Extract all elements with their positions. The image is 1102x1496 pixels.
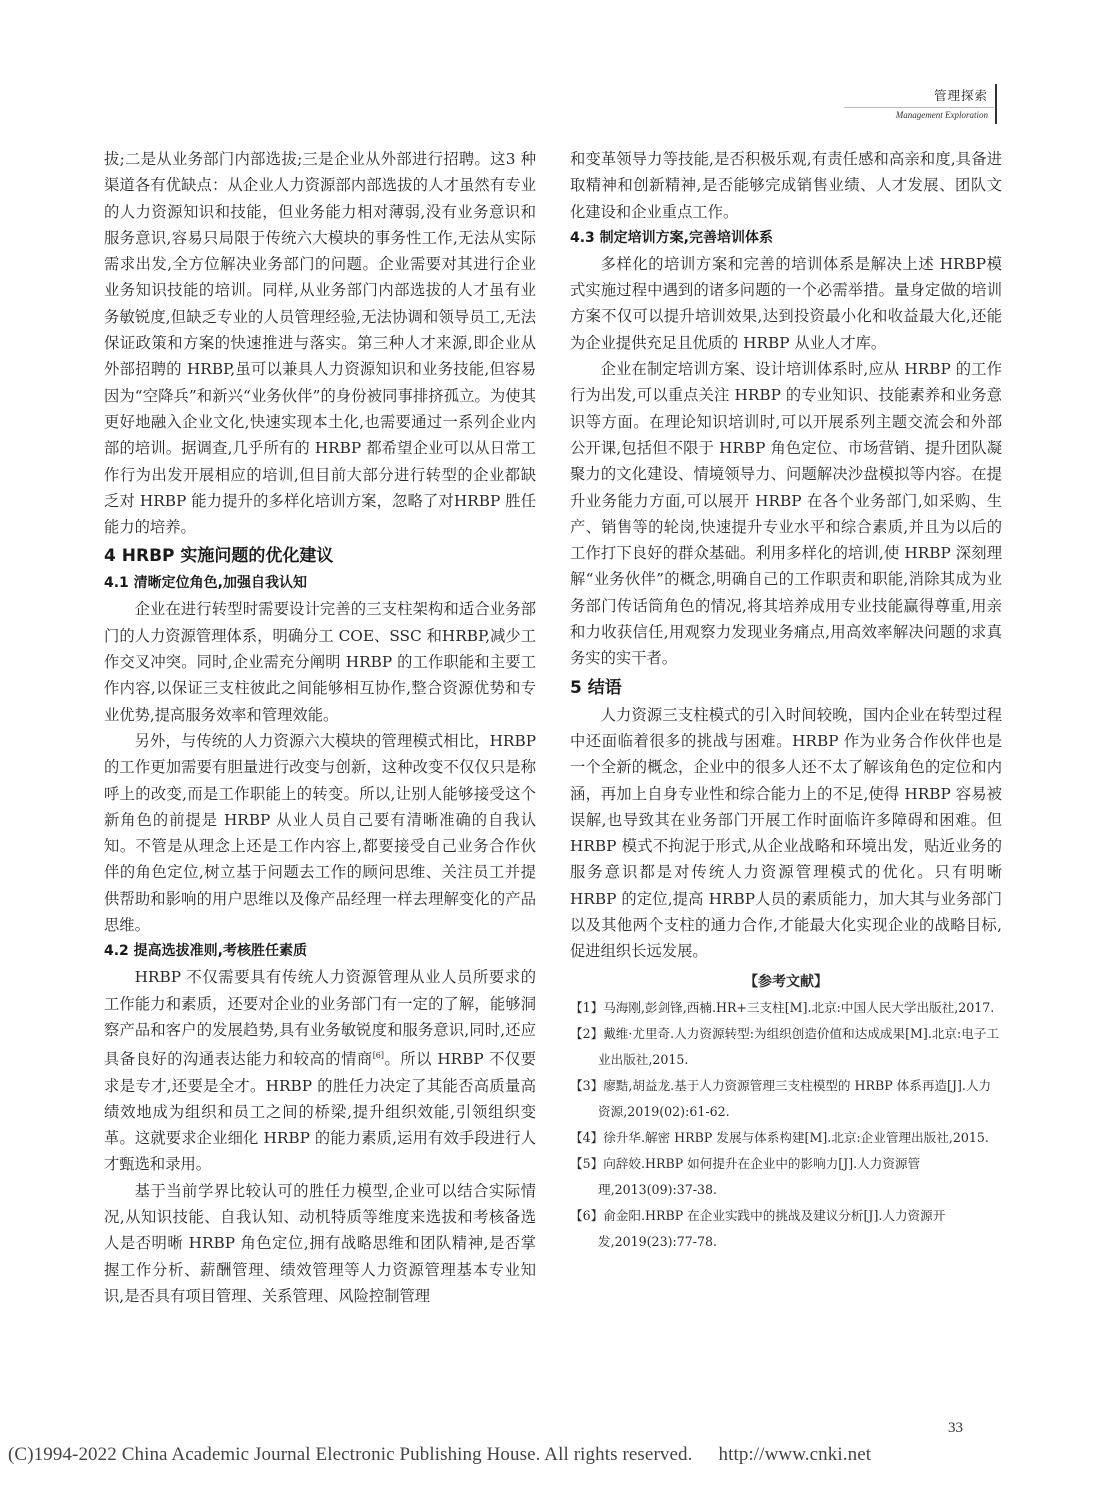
reference-item: 【6】俞金阳.HRBP 在企业实践中的挑战及建议分析[J].人力资源开发,2019(23):77-78. — [570, 1207, 946, 1249]
journal-title-cn: 管理探索 — [933, 88, 988, 103]
subsection-heading: 4.2 提高选拔准则,考核胜任素质 — [104, 943, 307, 960]
header-divider — [844, 107, 994, 108]
paragraph — [104, 964, 536, 1177]
footer-url-link[interactable]: http://www.cnki.net — [718, 1444, 872, 1465]
reference-item: 【1】马海刚,彭剑锋,西楠.HR+三支柱[M].北京:中国人民大学出版社,2017. — [570, 999, 995, 1015]
reference-item: 【2】戴维·尤里奇.人力资源转型:为组织创造价值和达成成果[M].北京:电子工业出版社,2015. — [570, 1025, 1000, 1067]
paragraph: 企业在进行转型时需要设计完善的三支柱架构和适合业务部门的人力资源管理体系，明确分工 COE、SSC 和HRBP,减少工作交叉冲突。同时,企业需充分阐明 HRBP 的工作职能和主要工作内容,以保证三支柱彼此之间能够相互协作,整合资源优势和专业优势,提高服务效率和管理效能。 — [104, 600, 536, 724]
paragraph: 人力资源三支柱模式的引入时间较晚，国内企业在转型过程中还面临着很多的挑战与困难。HRBP 作为业务合作伙伴也是一个全新的概念，企业中的很多人还不太了解该角色的定位和内涵，再加上自身专业性和综合能力上的不足,使得 HRBP 容易被误解,也导致其在业务部门开展工作时面临许多障碍和困难。但 HRBP 模式不拘泥于形式,从企业战略和环境出发，贴近业务的服务意识都是对传统人力资源管理模式的优化。只有明晰 HRBP 的定位,提高 HRBP人员的素质能力，加大其与业务部门以及其他两个支柱的通力合作,才能最大化实现企业的战略目标,促进组织长远发展。 — [570, 705, 1002, 961]
citation-marker[interactable]: [6] — [372, 1051, 385, 1061]
reference-item: 【5】向辞姣.HRBP 如何提升在企业中的影响力[J].人力资源管理,2013(09):37-38. — [570, 1155, 921, 1197]
header-vertical-rule — [995, 84, 997, 124]
paragraph: 另外，与传统的人力资源六大模块的管理模式相比，HRBP 的工作更加需要有胆量进行改变与创新，这种改变不仅仅只是称呼上的改变,而是工作职能上的转变。所以,让别人能够接受这个新角色的前提是 HRBP 从业人员自己要有清晰准确的自我认知。不管是从理念上还是工作内容上,都要接受自己业务合作伙伴的角色定位,树立基于问题去工作的顾问思维、关注员工并提供帮助和影响的用户思维以及像产品经理一样去理解变化的产品思维。 — [104, 731, 536, 935]
section-heading: 5 结语 — [570, 677, 622, 698]
subsection-heading: 4.3 制定培训方案,完善培训体系 — [570, 229, 773, 246]
copyright-text: (C)1994-2022 China Academic Journal Electronic Publishing House. All rights reserved. — [8, 1444, 693, 1465]
paragraph-text: HRBP 不仅需要具有传统人力资源管理从业人员所要求的工作能力和素质，还要对企业的业务部门有一定的了解，能够洞察产品和客户的发展趋势,具有业务敏锐度和服务意识,同时,还应具备良好的沟通表达能力和较高的情商 — [104, 968, 536, 1069]
paragraph-text: 。所以 HRBP 不仅要求是专才,还要是全才。HRBP 的胜任力决定了其能否高质量高绩效地成为组织和员工之间的桥梁,提升组织效能,引领组织变革。这就要求企业细化 HRBP 的能力素质,运用有效手段进行人才甄选和录用。 — [104, 1050, 536, 1174]
page-number: 33 — [948, 1420, 963, 1436]
references-heading: 【参考文献】 — [744, 973, 828, 990]
copyright-footer — [8, 1444, 871, 1466]
journal-title-en: Management Exploration — [895, 110, 988, 120]
paragraph: 企业在制定培训方案、设计培训体系时,应从 HRBP 的工作行为出发,可以重点关注 HRBP 的专业知识、技能素养和业务意识等方面。在理论知识培训时,可以开展系列主题交流会和外部公开课,包括但不限于 HRBP 角色定位、市场营销、提升团队凝聚力的文化建设、情境领导力、问题解决沙盘模拟等内容。在提升业务能力方面,可以展开 HRBP 在各个业务部门,如采购、生产、销售等的轮岗,快速提升专业水平和综合素质,并且为以后的工作打下良好的群众基础。利用多样化的培训,使 HRBP 深刻理解“业务伙伴”的概念,明确自己的工作职责和职能,消除其成为业务部门传话筒角色的情况,将其培养成用专业技能赢得尊重,用亲和力收获信任,用观察力发现业务痛点,用高效率解决问题的求真务实的实干者。 — [570, 360, 1002, 668]
section-heading: 4 HRBP 实施问题的优化建议 — [104, 546, 334, 567]
right-column — [570, 146, 1002, 1255]
left-column — [104, 146, 536, 1309]
reference-item: 【3】廖黠,胡益龙.基于人力资源管理三支柱模型的 HRBP 体系再造[J].人力资源,2019(02):61-62. — [570, 1077, 992, 1119]
subsection-heading: 4.1 清晰定位角色,加强自我认知 — [104, 575, 307, 592]
paragraph: 基于当前学界比较认可的胜任力模型,企业可以结合实际情况,从知识技能、自我认知、动机特质等维度来选拔和考核备选人是否明晰 HRBP 角色定位,拥有战略思维和团队精神,是否掌握工作分析、薪酬管理、绩效管理等人力资源管理基本专业知识,是否具有项目管理、关系管理、风险控制管理 — [104, 1181, 536, 1305]
running-header — [844, 86, 994, 120]
paragraph: 和变革领导力等技能,是否积极乐观,有责任感和高亲和度,具备进取精神和创新精神,是否能够完成销售业绩、人才发展、团队文化建设和企业重点工作。 — [570, 150, 1002, 221]
paragraph: 多样化的培训方案和完善的培训体系是解决上述 HRBP模式实施过程中遇到的诸多问题的一个必需举措。量身定做的培训方案不仅可以提升培训效果,达到投资最小化和收益最大化,还能为企业提供充足且优质的 HRBP 从业人才库。 — [570, 254, 1002, 352]
paragraph: 拔;二是从业务部门内部选拔;三是企业从外部进行招聘。这3 种渠道各有优缺点：从企业人力资源部内部选拔的人才虽然有专业的人力资源知识和技能，但业务能力相对薄弱,没有业务意识和服务意识,容易只局限于传统六大模块的事务性工作,无法从实际需求出发,全方位解决业务部门的问题。企业需要对其进行企业业务知识技能的培训。同样,从业务部门内部选拔的人才虽有业务敏锐度,但缺乏专业的人员管理经验,无法协调和领导员工,无法保证政策和方案的快速推进与落实。第三种人才来源,即企业从外部招聘的 HRBP,虽可以兼具人力资源知识和业务技能,但容易因为“空降兵”和新兴“业务伙伴”的身份被同事排挤孤立。为使其更好地融入企业文化,快速实现本土化,也需要通过一系列企业内部的培训。据调查,几乎所有的 HRBP 都希望企业可以从日常工作行为出发开展相应的培训,但目前大部分进行转型的企业都缺乏对 HRBP 能力提升的多样化培训方案，忽略了对HRBP 胜任能力的培养。 — [104, 150, 536, 537]
reference-item: 【4】徐升华.解密 HRBP 发展与体系构建[M].北京:企业管理出版社,2015. — [570, 1129, 989, 1145]
